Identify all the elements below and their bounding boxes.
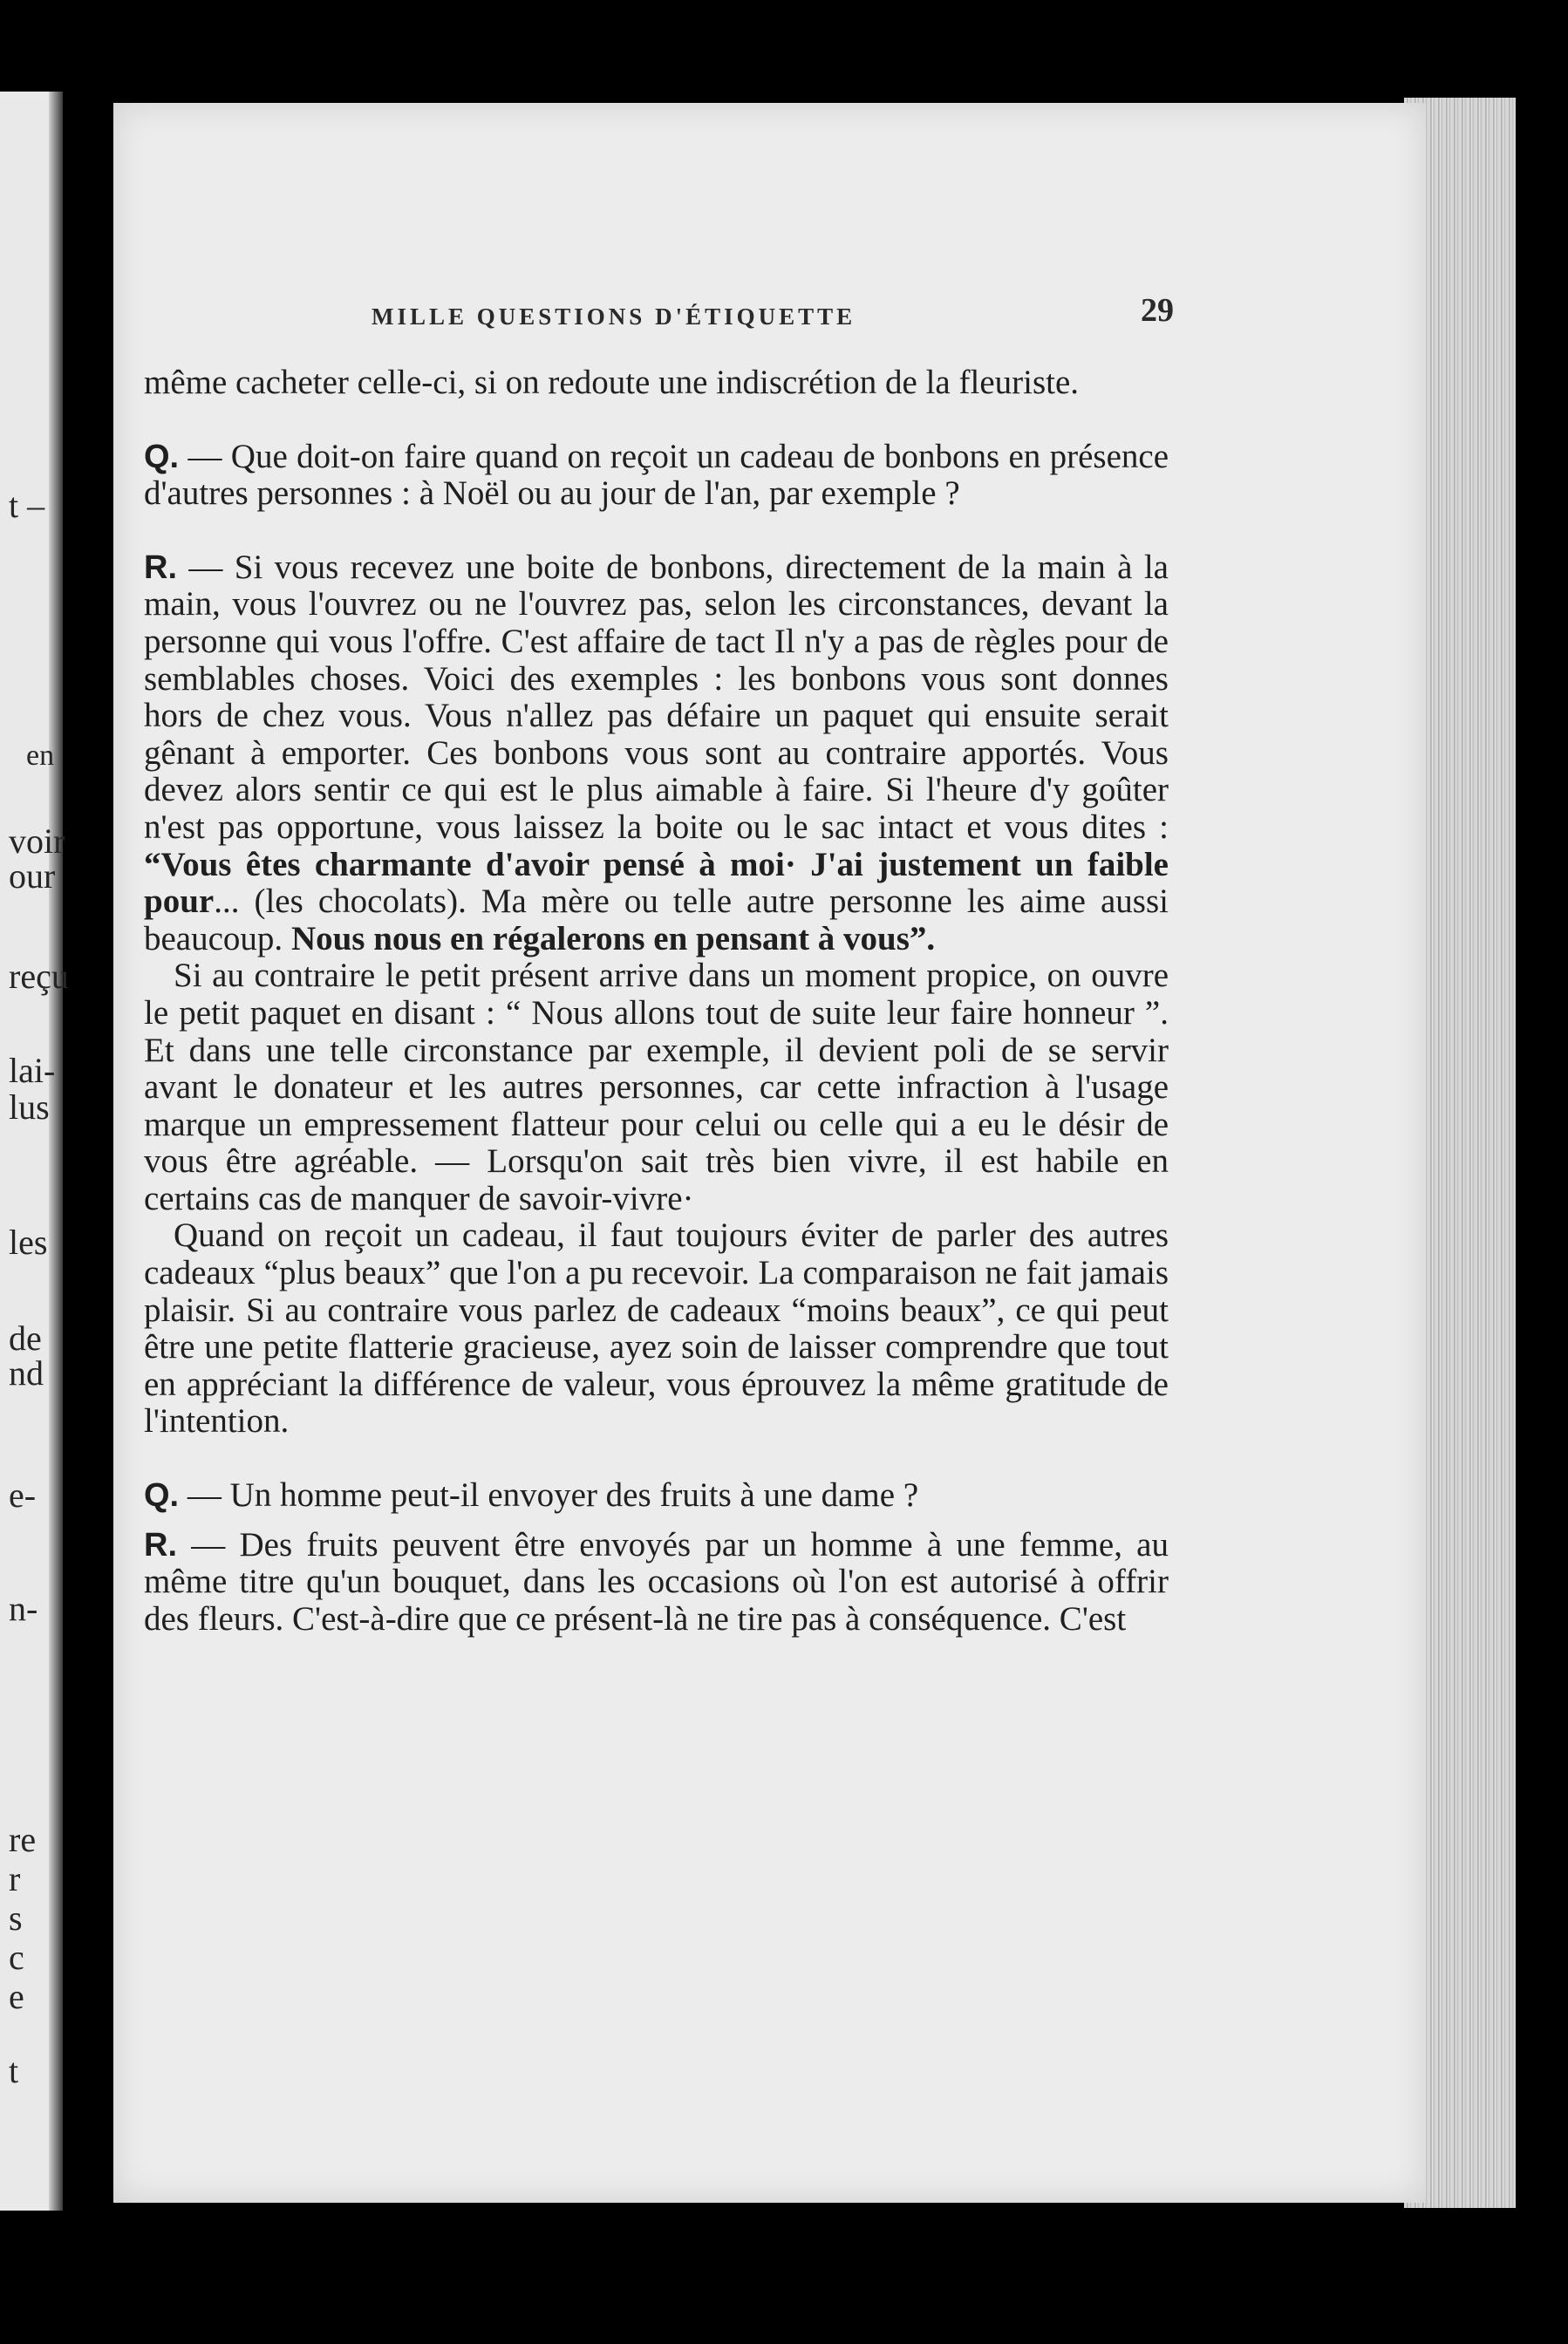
left-page-fragment: r — [9, 1859, 21, 1898]
question-2 — [144, 1477, 1169, 1515]
question-1 — [144, 439, 1169, 513]
left-page-fragment: voir — [9, 821, 65, 861]
answer-text: ... (les chocolats). Ma mère ou telle autre personne les aime aussi beaucoup. — [144, 882, 1169, 957]
paragraph: Quand on reçoit un cadeau, il faut toujours éviter de parler des autres cadeaux “plus beaux” que l'on a pu recevoir. La comparaison ne fait jamais plaisir. Si au contraire vous parlez de cadeaux “moins beaux”, ce qui peut être une petite flatterie gracieuse, ayez soin de laisser comprendre que tout en appréciant la différence de valeur, vous éprouvez la même gratitude de l'intention. — [144, 1216, 1169, 1441]
left-page-fragment: c — [9, 1938, 24, 1977]
left-page-fragment: les — [9, 1223, 48, 1262]
left-page-fragment: lai- — [9, 1051, 56, 1090]
question-label: Q. — [144, 438, 180, 475]
left-page-fragment: t — [9, 2051, 19, 2090]
question-label: Q. — [144, 1477, 180, 1515]
left-page-fragment: lus — [9, 1087, 50, 1127]
answer-text: — Si vous recevez une boite de bonbons, directement de la main à la main, vous l'ouvrez ou ne l'ouvrez pas, selon les circonstances, devant la personne qui vous l'offre. C'est affaire de tact Il n'y a pas de règles pour de semblables choses. Voici des exemples : les bonbons vous sont donnes hors de chez vous. Vous n'allez pas défaire un paquet qui ensuite serait gênant à emporter. Ces bonbons vous sont au contraire apportés. Vous devez alors sentir ce qui est le plus aimable à faire. Si l'heure d'y goûter n'est pas opportune, vous laissez la boite ou le sac intact et vous dites : — [144, 548, 1169, 846]
running-title: MILLE QUESTIONS D'ÉTIQUETTE — [372, 303, 856, 330]
left-page-fragment: re — [9, 1820, 37, 1859]
left-page-edge — [0, 92, 69, 2211]
quoted-speech: “Vous êtes charmante d'avoir pensé à moi· J'ai justement un faible pour — [144, 845, 1169, 921]
left-page-fragment: nd — [9, 1353, 44, 1393]
question-text: — Un homme peut-il envoyer des fruits à une dame ? — [179, 1476, 919, 1515]
book-gutter — [49, 92, 63, 2211]
question-text: — Que doit-on faire quand on reçoit un cadeau de bonbons en présence d'autres personnes : à Noël ou au jour de l'an, par exemple ? — [144, 437, 1169, 513]
left-page-fragment: e- — [9, 1475, 37, 1515]
page-body — [144, 365, 1169, 1638]
answer-text: — Des fruits peuvent être envoyés par un homme à une femme, au même titre qu'un bouquet, dans les occasions où l'on est autorisé à offrir des fleurs. C'est-à-dire que ce présent-là ne tire pas à conséquence. C'est — [144, 1525, 1169, 1638]
left-page-fragment: de — [9, 1318, 42, 1358]
left-page-fragment: reçu — [9, 957, 69, 996]
answer-label: R. — [144, 549, 177, 586]
left-page-fragment: en — [26, 739, 55, 772]
paragraph: Si au contraire le petit présent arrive dans un moment propice, on ouvre le petit paquet en disant : “ Nous allons tout de suite leur faire honneur ”. Et dans une telle circonstance par exemple, il devient poli de se servir avant le donateur et les autres personnes, car cette infraction à l'usage marque un empressement flatteur pour celui ou celle qui a eu le désir de vous être agréable. — Lorsqu'on sait très bien vivre, il est habile en certains cas de manquer de savoir-vivre· — [144, 957, 1169, 1217]
answer-2 — [144, 1527, 1169, 1639]
left-page-fragment: our — [9, 856, 56, 896]
left-page-fragment: n- — [9, 1589, 38, 1628]
left-page-fragment: s — [9, 1898, 23, 1938]
answer-label: R. — [144, 1526, 177, 1564]
left-page-fragment: e — [9, 1977, 24, 2016]
quoted-speech: Nous nous en régalerons en pensant à vous”. — [290, 919, 936, 957]
page-header — [258, 292, 1174, 333]
answer-1 — [144, 549, 1169, 958]
page-number: 29 — [1141, 292, 1174, 329]
left-page-fragment: t – — [9, 486, 45, 525]
paragraph-continuation: même cacheter celle-ci, si on redoute une indiscrétion de la fleuriste. — [144, 364, 1080, 401]
